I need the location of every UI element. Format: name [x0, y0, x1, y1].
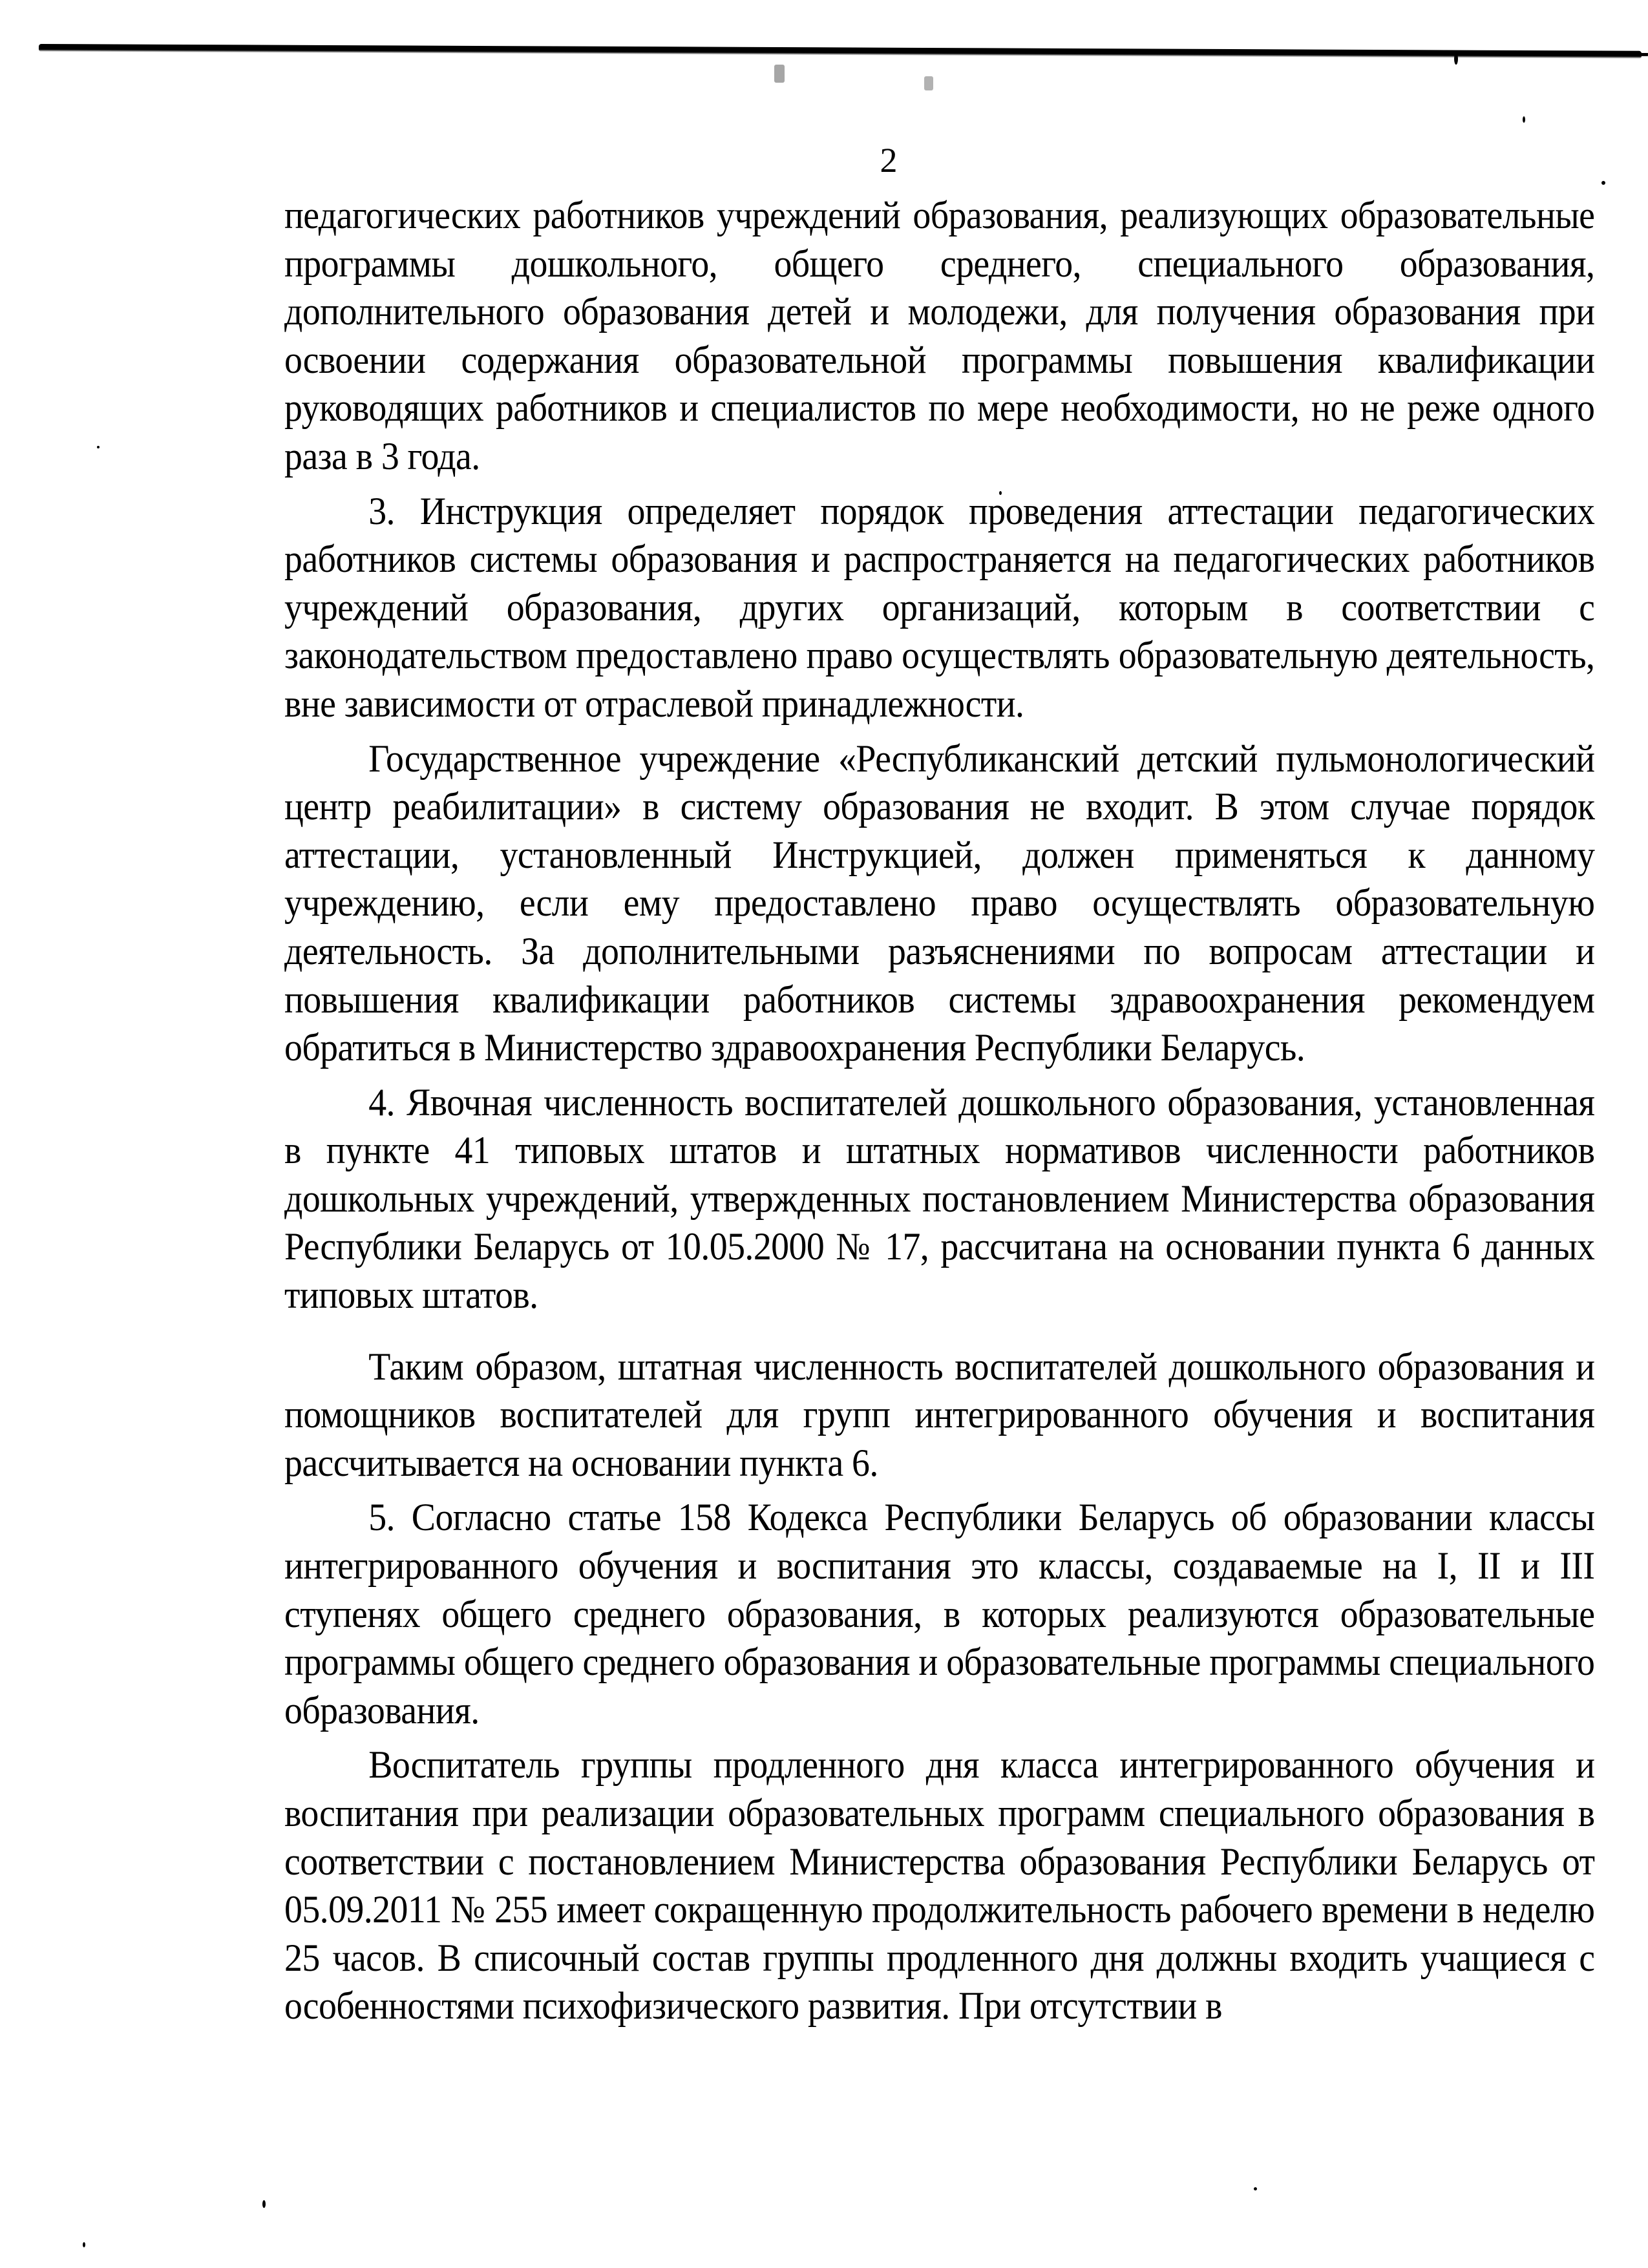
paragraph-item-4: 4. Явочная численность воспитателей дошкольного образования, установленная в пункте 41 типовых штатов и штатных нормативов численности работников дошкольных учреждений, утвержденных постановлением Министерства образования Республики Беларусь от 10.05.2000 № 17, рассчитана на основании пункта 6 данных типовых штатов.	[284, 1080, 1595, 1317]
scan-speck	[262, 2200, 266, 2208]
paragraph-item-5: 5. Согласно статье 158 Кодекса Республики Беларусь об образовании классы интегрированного обучения и воспитания это классы, создаваемые на I, II и III ступенях общего среднего образования, в которых реализуются образовательные программы общего среднего образования и образовательные программы специального образования.	[284, 1496, 1595, 1732]
paragraph-extended-day-teacher: Воспитатель группы продленного дня класса интегрированного обучения и воспитания при реализации образовательных программ специального образования в соответствии с постановлением Министерства образования Республики Беларусь от 05.09.2011 № 255 имеет сокращенную продолжительность рабочего времени в неделю 25 часов. В списочный состав группы продленного дня должны входить учащиеся с особенностями психофизического развития. При отсутствии в	[284, 1743, 1595, 2028]
scan-speck	[1601, 181, 1605, 185]
paragraph-pulmonology-center: Государственное учреждение «Республиканский детский пульмонологический центр реабилитации» в систему образования не входит. В этом случае порядок аттестации, установленный Инструкцией, должен применяться к данному учреждению, если ему предоставлено право осуществлять образовательную деятельность. За дополнительными разъяснениями по вопросам аттестации и повышения квалификации работников системы здравоохранения рекомендуем обратиться в Министерство здравоохранения Республики Беларусь.	[284, 737, 1595, 1069]
scan-speck	[1523, 116, 1525, 123]
scan-speck	[97, 446, 100, 448]
scan-speck	[1254, 2187, 1257, 2190]
paragraph-item-3: 3. Инструкция определяет порядок проведения аттестации педагогических работников системы образования и распространяется на педагогических работников учреждений образования, других организаций, которым в соответствии с законодательством предоставлено право осуществлять образовательную деятельность, вне зависимости от отраслевой принадлежности.	[284, 489, 1595, 725]
paragraph-continuation: педагогических работников учреждений образования, реализующих образовательные программы дошкольного, общего среднего, специального образования, дополнительного образования детей и молодежи, для получения образования при освоении содержания образовательной программы повышения квалификации руководящих работников и специалистов по мере необходимости, но не реже одного раза в 3 года.	[284, 194, 1595, 478]
scan-speck	[83, 2242, 85, 2247]
scan-speck	[924, 76, 933, 90]
scan-speck	[774, 65, 785, 83]
paragraph-staffing-conclusion: Таким образом, штатная численность воспитателей дошкольного образования и помощников воспитателей для групп интегрированного обучения и воспитания рассчитывается на основании пункта 6.	[284, 1345, 1595, 1484]
scan-speck	[1454, 53, 1458, 65]
page-number: 2	[880, 141, 898, 180]
document-body	[284, 191, 1594, 2030]
